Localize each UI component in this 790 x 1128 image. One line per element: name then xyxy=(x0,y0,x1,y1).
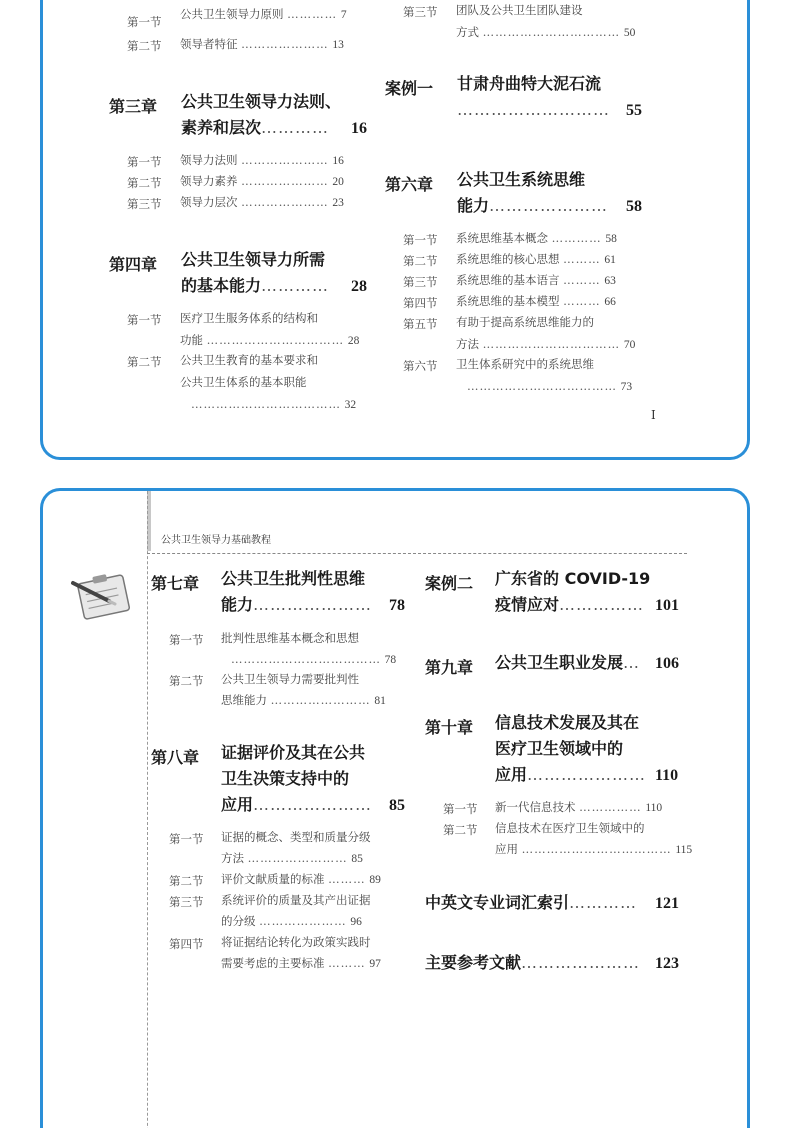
toc-chapter-page: 58 xyxy=(626,198,642,215)
toc-section-title: 领导力法则 ………………… 16 xyxy=(180,153,344,167)
toc-case-title: 甘肃舟曲特大泥石流 xyxy=(457,74,602,93)
toc-chapter-page: 106 xyxy=(655,655,679,672)
toc-case-title: 疫情应对…………… xyxy=(495,595,645,614)
toc-chapter-title: 公共卫生领导力法则、 xyxy=(181,92,342,111)
toc-chapter-number: 第十章 xyxy=(425,718,474,737)
toc-chapter-number: 第八章 xyxy=(151,748,200,767)
toc-section-label: 第三节 xyxy=(127,197,162,211)
toc-case-page: 101 xyxy=(655,597,679,614)
toc-section-title: 批判性思维基本概念和思想 xyxy=(221,631,359,645)
toc-section-label: 第一节 xyxy=(403,233,438,247)
toc-chapter-page: 16 xyxy=(351,120,367,137)
toc-chapter-number: 第九章 xyxy=(425,658,474,677)
toc-section-page: ……………………………… 32 xyxy=(191,397,357,411)
toc-section-title: 思维能力 …………………… 81 xyxy=(221,693,386,707)
toc-section-label: 第四节 xyxy=(403,296,438,310)
toc-section-label: 第三节 xyxy=(403,275,438,289)
toc-section-title: 公共卫生体系的基本职能 xyxy=(180,375,307,389)
toc-page-top xyxy=(40,0,750,460)
toc-section-label: 第一节 xyxy=(443,802,478,816)
clipboard-pen-icon xyxy=(67,571,141,627)
toc-section-page: ……………………………… 73 xyxy=(467,379,633,393)
toc-section-title: 系统评价的质量及其产出证据 xyxy=(221,893,371,907)
page-number: I xyxy=(651,408,656,422)
toc-index-page: 121 xyxy=(655,895,679,912)
toc-chapter-title: 卫生决策支持中的 xyxy=(221,769,350,788)
header-divider xyxy=(147,553,687,554)
toc-chapter-title: 素养和层次………… xyxy=(181,118,330,137)
gutter-line xyxy=(147,491,149,1128)
toc-section-title: 方法 …………………………… 70 xyxy=(456,337,636,351)
toc-references-page: 123 xyxy=(655,955,679,972)
toc-chapter-title: 能力………………… xyxy=(221,595,373,614)
toc-case-page: 55 xyxy=(626,102,642,119)
toc-section-label: 第二节 xyxy=(127,176,162,190)
toc-section-title: 领导力素养 ………………… 20 xyxy=(180,174,344,188)
toc-chapter-title: 信息技术发展及其在 xyxy=(495,713,640,732)
toc-section-title: 系统思维的基本模型 ……… 66 xyxy=(456,294,616,308)
toc-section-title: 卫生体系研究中的系统思维 xyxy=(456,357,594,371)
toc-chapter-title: 公共卫生批判性思维 xyxy=(221,569,366,588)
toc-section-title: 医疗卫生服务体系的结构和 xyxy=(180,311,318,325)
toc-section-title: 有助于提高系统思维能力的 xyxy=(456,315,594,329)
toc-section-title: 公共卫生教育的基本要求和 xyxy=(180,353,318,367)
toc-page-bottom xyxy=(40,488,750,1128)
running-head: 公共卫生领导力基础教程 xyxy=(161,535,271,546)
toc-section-label: 第一节 xyxy=(169,633,204,647)
toc-section-label: 第二节 xyxy=(127,355,162,369)
toc-section-title: 系统思维基本概念 ………… 58 xyxy=(456,231,617,245)
toc-chapter-title: 能力………………… xyxy=(457,196,609,215)
toc-case-title: 广东省的 COVID-19 xyxy=(495,569,651,588)
toc-section-label: 第二节 xyxy=(403,254,438,268)
toc-section-label: 第三节 xyxy=(403,5,438,19)
toc-section-label: 第一节 xyxy=(127,15,162,29)
toc-chapter-title: 公共卫生系统思维 xyxy=(457,170,586,189)
toc-section-label: 第二节 xyxy=(169,674,204,688)
toc-section-label: 第二节 xyxy=(127,39,162,53)
toc-section-title: 团队及公共卫生团队建设 xyxy=(456,3,583,17)
toc-section-title: 系统思维的核心思想 ……… 61 xyxy=(456,252,616,266)
toc-section-label: 第五节 xyxy=(403,317,438,331)
toc-chapter-number: 第七章 xyxy=(151,574,200,593)
toc-chapter-title: 应用………………… xyxy=(495,765,647,784)
toc-section-title: 的分级 ………………… 96 xyxy=(221,914,362,928)
toc-chapter-number: 第四章 xyxy=(109,255,158,274)
toc-index-title: 中英文专业词汇索引………… xyxy=(425,893,638,912)
toc-section-title: 功能 …………………………… 28 xyxy=(180,333,360,347)
toc-chapter-page: 85 xyxy=(389,797,405,814)
toc-section-title: 新一代信息技术 …………… 110 xyxy=(495,800,663,814)
toc-section-title: 公共卫生领导力需要批判性 xyxy=(221,672,359,686)
toc-section-title: 将证据结论转化为政策实践时 xyxy=(221,935,371,949)
toc-section-title: 领导力层次 ………………… 23 xyxy=(180,195,344,209)
toc-chapter-number: 第三章 xyxy=(109,97,158,116)
toc-case-number: 案例一 xyxy=(385,79,434,98)
toc-chapter-title: 医疗卫生领域中的 xyxy=(495,739,624,758)
toc-section-title: 方法 …………………… 85 xyxy=(221,851,363,865)
toc-chapter-page: 28 xyxy=(351,278,367,295)
toc-section-title: 信息技术在医疗卫生领域中的 xyxy=(495,821,645,835)
toc-section-title: 应用 ……………………………… 115 xyxy=(495,842,693,856)
toc-chapter-page: 110 xyxy=(655,767,679,784)
toc-section-title: 需要考虑的主要标准 ……… 97 xyxy=(221,956,381,970)
toc-section-label: 第一节 xyxy=(169,832,204,846)
toc-section-title: 评价文献质量的标准 ……… 89 xyxy=(221,872,381,886)
toc-section-title: 证据的概念、类型和质量分级 xyxy=(221,830,371,844)
toc-chapter-number: 第六章 xyxy=(385,175,434,194)
toc-section-page: ……………………………… 78 xyxy=(231,652,397,666)
toc-section-label: 第一节 xyxy=(127,313,162,327)
toc-section-label: 第二节 xyxy=(169,874,204,888)
toc-chapter-title: 的基本能力………… xyxy=(181,276,330,295)
toc-section-label: 第二节 xyxy=(443,823,478,837)
toc-section-title: 方式 …………………………… 50 xyxy=(456,25,636,39)
toc-case-dots: ……………………… xyxy=(457,100,610,119)
toc-references-title: 主要参考文献………………… xyxy=(425,953,641,972)
toc-section-label: 第六节 xyxy=(403,359,438,373)
toc-chapter-title: 公共卫生领导力所需 xyxy=(181,250,326,269)
toc-section-label: 第一节 xyxy=(127,155,162,169)
toc-section-title: 领导者特征 ………………… 13 xyxy=(180,37,344,51)
toc-chapter-title: 公共卫生职业发展… xyxy=(495,653,641,672)
toc-case-number: 案例二 xyxy=(425,574,474,593)
toc-section-title: 公共卫生领导力原则 ………… 7 xyxy=(180,7,347,21)
toc-chapter-page: 78 xyxy=(389,597,405,614)
toc-chapter-title: 应用………………… xyxy=(221,795,373,814)
toc-section-label: 第四节 xyxy=(169,937,204,951)
toc-section-title: 系统思维的基本语言 ……… 63 xyxy=(456,273,616,287)
toc-section-label: 第三节 xyxy=(169,895,204,909)
toc-chapter-title: 证据评价及其在公共 xyxy=(221,743,366,762)
